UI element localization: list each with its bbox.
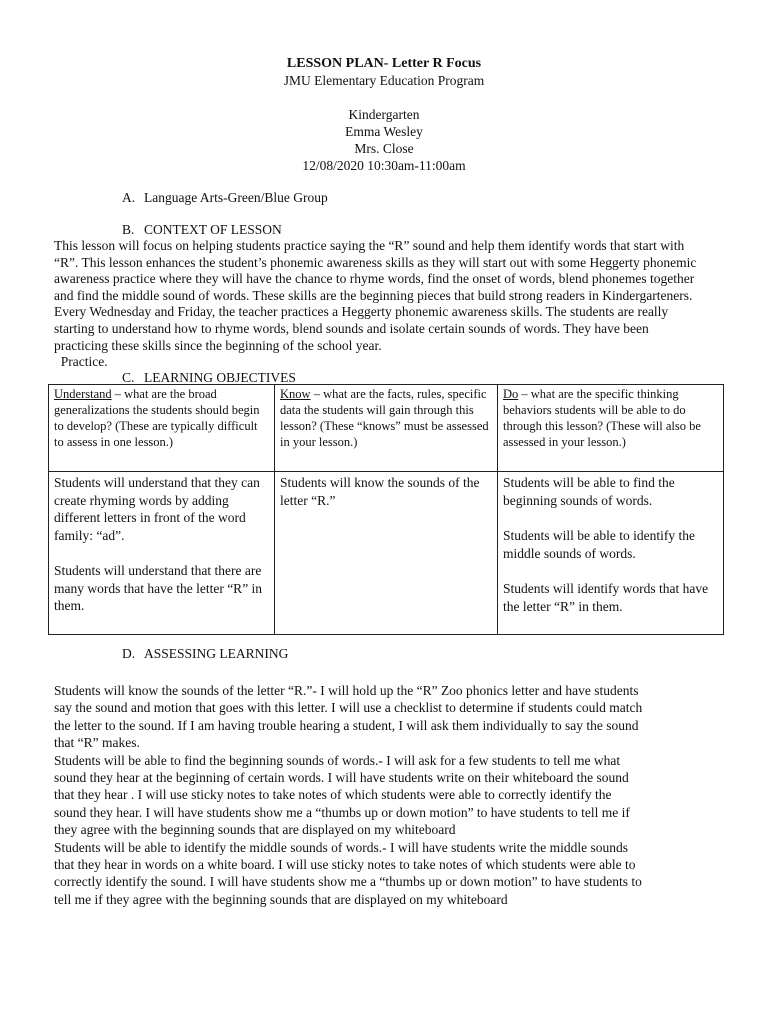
document-header <box>0 56 768 175</box>
section-c-title: LEARNING OBJECTIVES <box>144 370 296 385</box>
assessing-line: tell me if they agree with the beginning sounds that are displayed on my whiteboard <box>54 891 508 907</box>
understand-objective: Students will understand that they can create rhyming words by adding different letters in front of the word family: “ad”. <box>54 475 260 543</box>
assessing-line: the letter to the sound. If I am having trouble hearing a student, I will ask them individually to say the sound <box>54 717 639 733</box>
lesson-datetime: 12/08/2020 10:30am-11:00am <box>302 158 466 173</box>
assessing-line: Students will know the sounds of the letter “R.”- I will hold up the “R” Zoo phonics letter and have students <box>54 683 639 698</box>
objectives-content-row <box>49 472 724 635</box>
do-header-cell <box>498 385 724 472</box>
know-content-cell <box>275 472 498 635</box>
assessing-line: that they hear in words on a white board. I will use sticky notes to take notes of which students were able to <box>54 856 636 872</box>
assessing-line: that they hear . I will use sticky notes to take notes of which students were able to correctly identify the <box>54 787 612 803</box>
section-b-heading <box>122 222 282 239</box>
learning-objectives-table <box>48 384 724 635</box>
understand-content-cell <box>49 472 275 635</box>
assessing-line: Students will be able to identify the middle sounds of words.- I will have students write the middle sounds <box>54 839 629 855</box>
assessing-line: correctly identify the sound. I will have students show me a “thumbs up or down motion” to have students to <box>54 874 642 890</box>
section-b-title: CONTEXT OF LESSON <box>144 222 282 237</box>
section-d-title: ASSESSING LEARNING <box>144 646 289 661</box>
assessing-line: that “R” makes. <box>54 735 140 751</box>
know-question: – what are the facts, rules, specific data the students will gain through this lesson? (These “knows” must be assessed in your lesson.) <box>280 387 489 449</box>
do-label: Do <box>503 387 519 401</box>
context-line: Every Wednesday and Friday, the teacher practices a Heggerty phonemic awareness skills. The students are really <box>54 304 669 320</box>
context-line: practicing these skills since the beginning of the school year. <box>54 337 382 353</box>
do-objective: Students will identify words that have the letter “R” in them. <box>503 581 709 614</box>
program-name: JMU Elementary Education Program <box>283 73 485 88</box>
assessing-line: Students will be able to find the beginning sounds of words.- I will ask for a few students to tell me what <box>54 752 621 768</box>
document-title: LESSON PLAN- Letter R Focus <box>286 56 482 71</box>
assessing-paragraph <box>54 682 724 908</box>
understand-question: – what are the broad generalizations the students should begin to develop? (These are typically difficult to assess in one lesson.) <box>54 387 260 449</box>
context-line: “R”. This lesson enhances the student’s phonemic awareness skills as they will start out with some Heggerty phonemic <box>54 254 697 270</box>
do-content-cell <box>498 472 724 635</box>
understand-header-cell <box>49 385 275 472</box>
section-a-title: Language Arts-Green/Blue Group <box>144 190 328 205</box>
do-objective: Students will be able to find the beginning sounds of words. <box>503 475 675 508</box>
assessing-line: they agree with the beginning sounds that are displayed on my whiteboard <box>54 822 456 838</box>
section-d-letter: D. <box>122 646 136 661</box>
section-a-heading <box>122 190 328 207</box>
do-question: – what are the specific thinking behaviors students will be able to do through this lesson? (These will also be assessed in your lesson.) <box>503 387 701 449</box>
context-paragraph <box>54 238 724 371</box>
understand-label: Understand <box>54 387 112 401</box>
understand-objective: Students will understand that there are many words that have the letter “R” in them. <box>54 563 263 613</box>
do-objective: Students will be able to identify the middle sounds of words. <box>503 528 695 561</box>
student-teacher-name: Emma Wesley <box>345 124 423 139</box>
assessing-line: say the sound and motion that goes with this letter. I will use a checklist to determine if students could match <box>54 700 643 716</box>
know-label: Know <box>280 387 311 401</box>
section-a-letter: A. <box>122 190 136 205</box>
section-d-heading <box>122 646 288 663</box>
know-objective: Students will know the sounds of the letter “R.” <box>280 475 480 508</box>
cooperating-teacher-name: Mrs. Close <box>354 141 414 156</box>
grade-level: Kindergarten <box>348 107 420 122</box>
context-line: starting to understand how to rhyme words, blend sounds and isolate certain sounds of words. They have been <box>54 320 649 336</box>
assessing-line: sound they hear. I will have students show me a “thumbs up or down motion” to have students to tell me if <box>54 804 630 820</box>
context-line: This lesson will focus on helping students practice saying the “R” sound and help them identify words that start with <box>54 238 685 253</box>
context-line: awareness practice where they will have the chance to rhyme words, find the onset of words, blend phonemes together <box>54 271 695 287</box>
objectives-header-row <box>49 385 724 472</box>
section-c-letter: C. <box>122 370 135 385</box>
know-header-cell <box>275 385 498 472</box>
context-line: and find the middle sound of words. These skills are the beginning pieces that build strong readers in Kindergarteners. <box>54 287 693 303</box>
assessing-line: sound they hear at the beginning of certain words. I will have students write on their whiteboard the sound <box>54 769 629 785</box>
context-line: Practice. <box>54 354 108 370</box>
section-b-letter: B. <box>122 222 135 237</box>
